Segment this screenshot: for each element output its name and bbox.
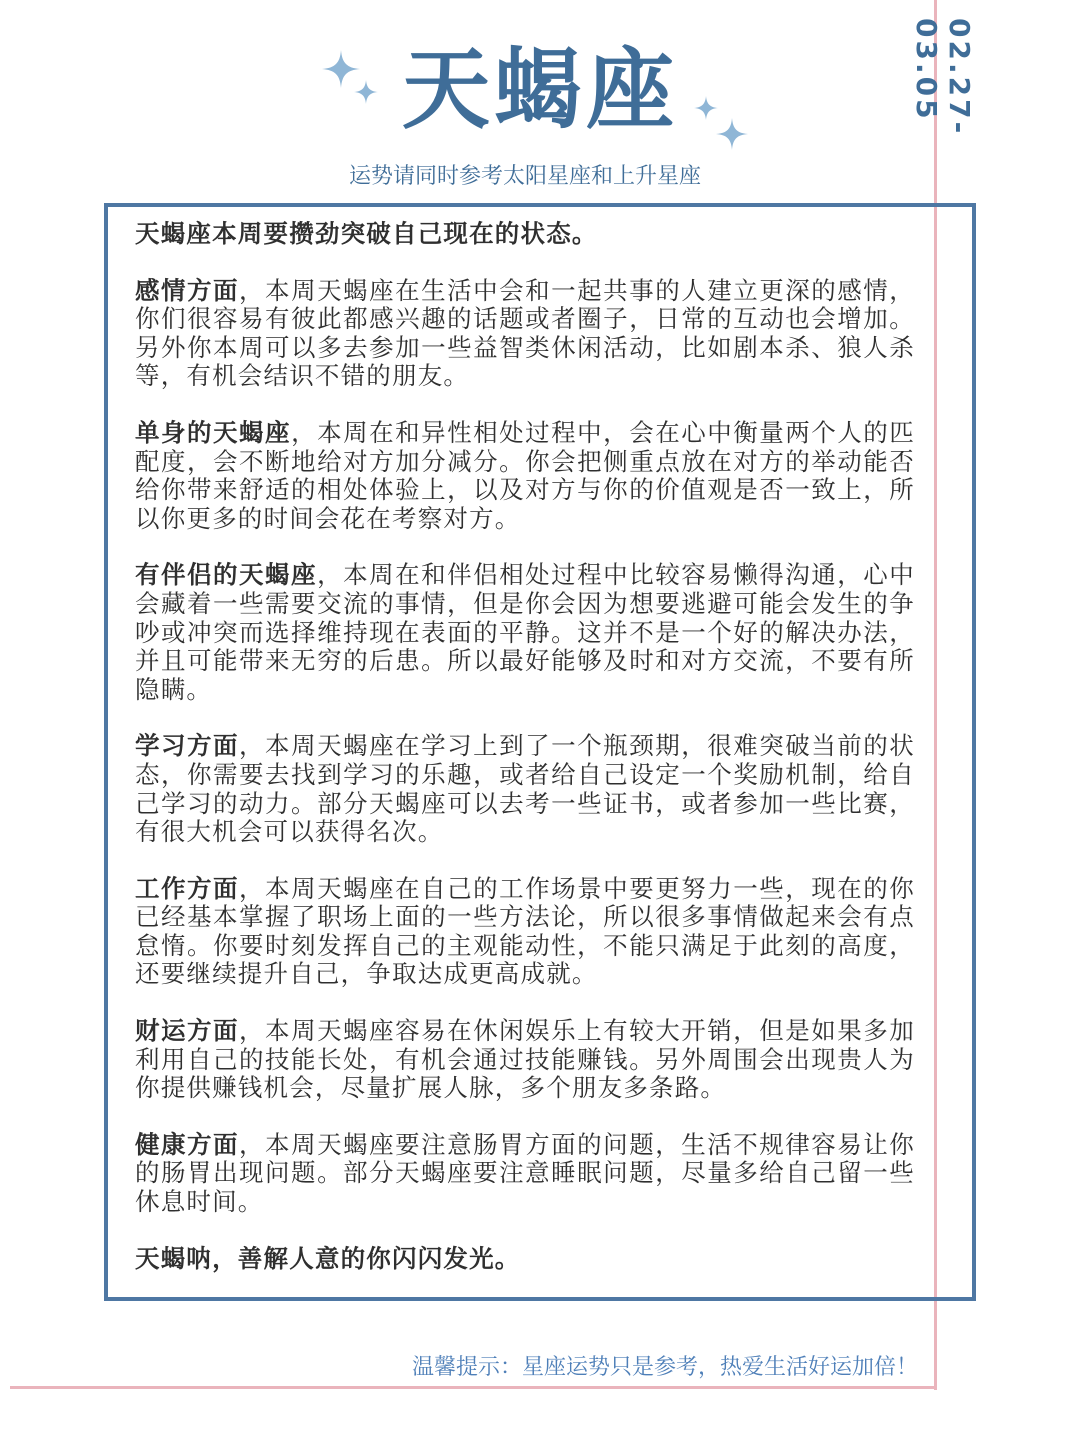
section-text: ，本周天蝎座在自己的工作场景中要更努力一些，现在的你已经基本掌握了职场上面的一些方法论，所以很多事情做起来会有点怠惰。你要时刻发挥自己的主观能动性，不能只满足于此刻的高度，还要继续提升自己，争取达成更高成就。 xyxy=(135,873,915,989)
sparkle-icon-left-small xyxy=(354,80,378,104)
footer-tip: 温馨提示：星座运势只是参考，热爱生活好运加倍！ xyxy=(411,1355,918,1380)
section-heading: 有伴侣的天蝎座 xyxy=(135,560,318,590)
horoscope-content xyxy=(135,220,915,1301)
section-work xyxy=(135,875,915,989)
section-love xyxy=(135,277,915,391)
section-text: ，本周天蝎座在生活中会和一起共事的人建立更深的感情，你们很容易有彼此都感兴趣的话题或者圈子，日常的互动也会增加。另外你本周可以多去参加一些益智类休闲活动，比如剧本杀、狼人杀等，有机会结识不错的朋友。 xyxy=(135,275,915,391)
pink-horizontal-line xyxy=(10,1386,937,1389)
section-health xyxy=(135,1131,915,1217)
section-text: ，本周天蝎座要注意肠胃方面的问题，生活不规律容易让你的肠胃出现问题。部分天蝎座要注意睡眠问题，尽量多给自己留一些休息时间。 xyxy=(135,1129,915,1217)
section-text: ，本周在和异性相处过程中，会在心中衡量两个人的匹配度，会不断地给对方加分减分。你会把侧重点放在对方的举动能否给你带来舒适的相处体验上，以及对方与你的价值观是否一致上，所以你更多的时间会花在考察对方。 xyxy=(135,417,915,533)
section-text: ，本周天蝎座在学习上到了一个瓶颈期，很难突破当前的状态，你需要去找到学习的乐趣，或者给自己设定一个奖励机制，给自己学习的动力。部分天蝎座可以去考一些证书，或者参加一些比赛，有很大机会可以获得名次。 xyxy=(135,731,915,847)
section-heading: 学习方面 xyxy=(135,731,240,761)
section-heading: 感情方面 xyxy=(135,275,240,305)
section-heading: 工作方面 xyxy=(135,873,240,903)
closing-line: 天蝎呐，善解人意的你闪闪发光。 xyxy=(135,1243,521,1273)
section-partnered xyxy=(135,561,915,704)
sparkle-icon-right-large xyxy=(716,118,748,150)
page-title: 天蝎座 xyxy=(401,38,678,141)
date-range: 02.27-03.05 xyxy=(910,18,976,137)
section-study xyxy=(135,732,915,846)
section-text: ，本周天蝎座容易在休闲娱乐上有较大开销，但是如果多加利用自己的技能长处，有机会通过技能赚钱。另外周围会出现贵人为你提供赚钱机会，尽量扩展人脉，多个朋友多条路。 xyxy=(135,1016,915,1103)
section-text: ，本周在和伴侣相处过程中比较容易懒得沟通，心中会藏着一些需要交流的事情，但是你会因为想要逃避可能会发生的争吵或冲突而选择维持现在表面的平静。这并不是一个好的解决办法，并且可能带来无穷的后患。所以最好能够及时和对方交流，不要有所隐瞒。 xyxy=(135,560,915,704)
section-single xyxy=(135,419,915,533)
section-heading: 财运方面 xyxy=(135,1016,240,1046)
section-heading: 单身的天蝎座 xyxy=(135,417,292,447)
section-heading: 健康方面 xyxy=(135,1129,240,1159)
subtitle: 运势请同时参考太阳星座和上升星座 xyxy=(348,164,701,189)
intro-line: 天蝎座本周要攒劲突破自己现在的状态。 xyxy=(135,219,598,248)
section-wealth xyxy=(135,1017,915,1103)
